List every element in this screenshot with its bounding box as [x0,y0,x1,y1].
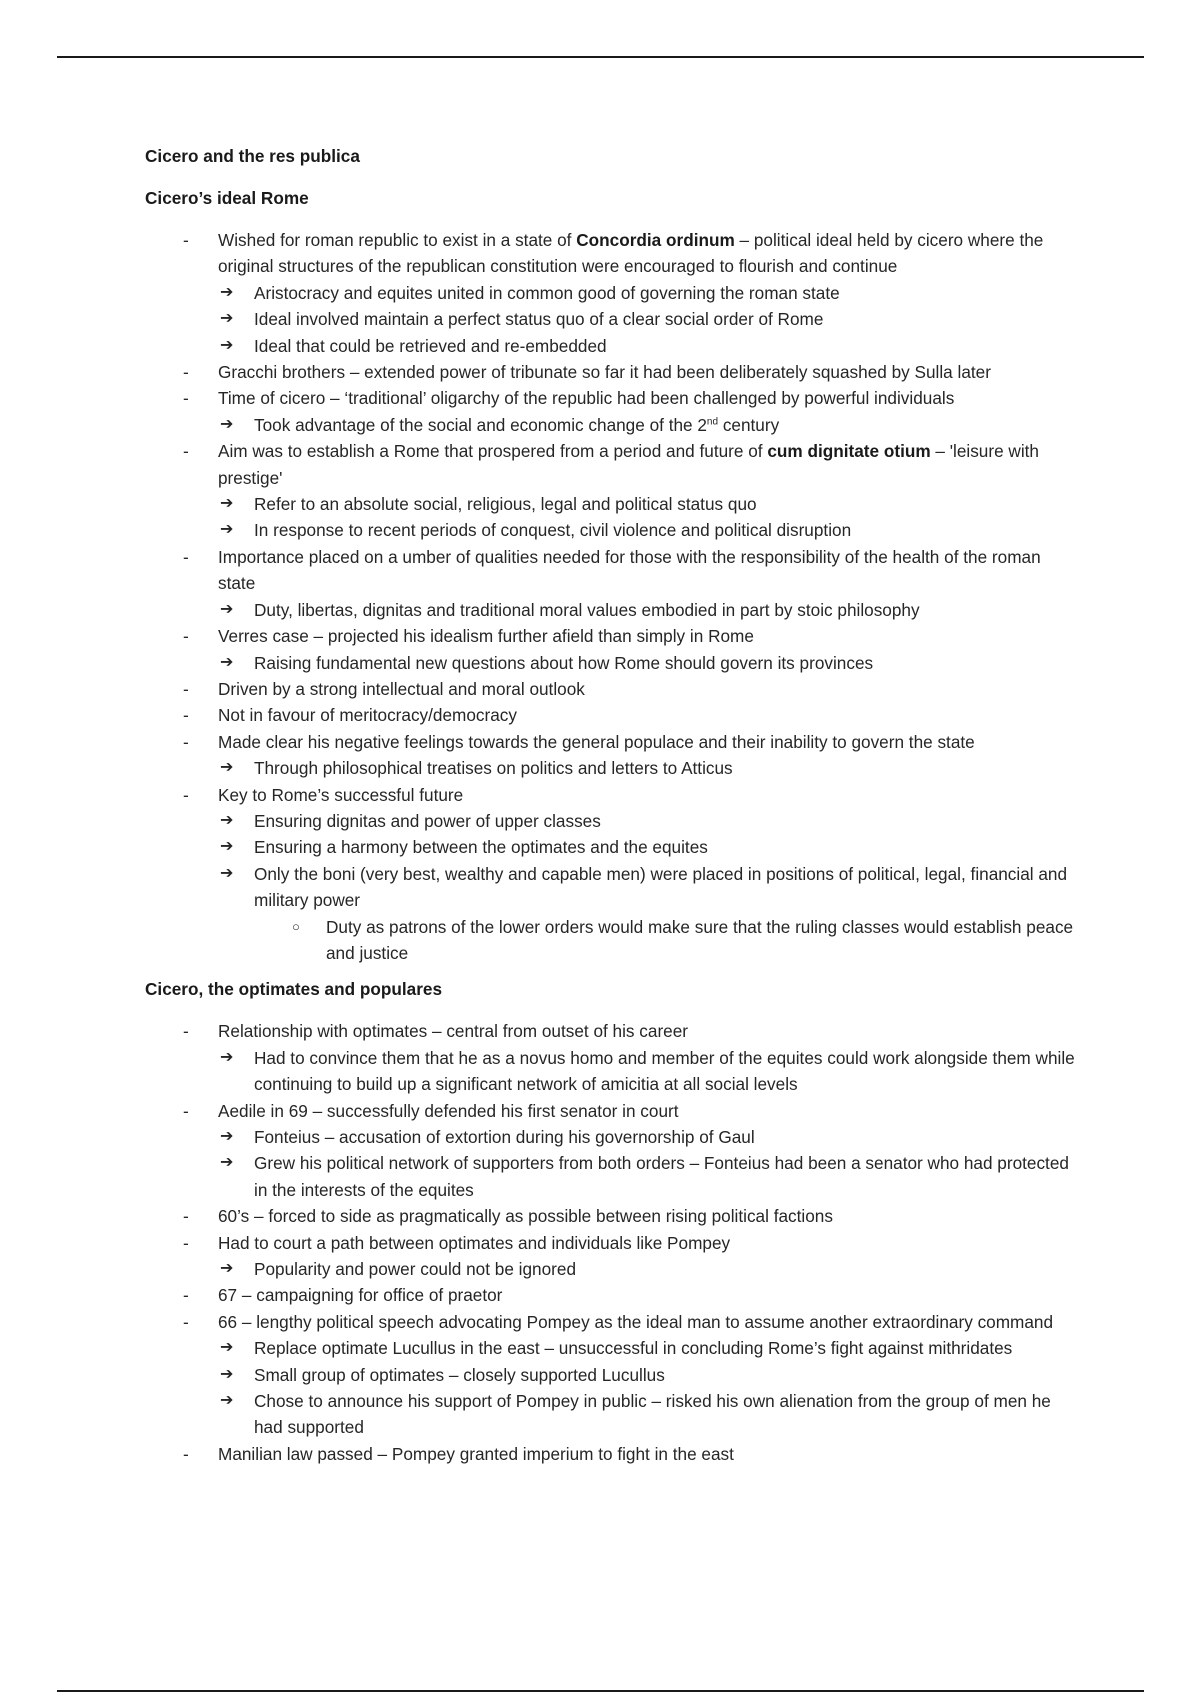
item-text: 60’s – forced to side as pragmatically as possible between rising political factions [218,1206,833,1227]
list-item-level-2 [145,1388,1075,1441]
list-item-level-1 [145,227,1075,280]
arrow-bullet-icon: ➔ [220,1048,234,1066]
bold-term: Concordia ordinum [576,230,735,250]
list-item-level-2 [145,808,1075,834]
item-text: Time of cicero – ‘traditional’ oligarchy of the republic had been challenged by powerful individuals [218,388,955,409]
dash-bullet-icon: - [183,388,189,409]
list-item-level-1 [145,1230,1075,1256]
document-title: Cicero and the res publica [145,146,360,166]
circle-bullet-icon: ○ [292,918,300,934]
list-item-level-1 [145,385,1075,411]
item-text: Aristocracy and equites united in common good of governing the roman state [254,282,840,303]
dash-bullet-icon: - [183,362,189,383]
dash-bullet-icon: - [183,1021,189,1042]
item-text: Took advantage of the social and economic change of the 2 [254,414,707,435]
list-item-level-2 [145,412,1075,438]
list-item-level-1 [145,729,1075,755]
dash-bullet-icon: - [183,1232,189,1253]
list-item-level-2 [145,280,1075,306]
dash-bullet-icon: - [183,731,189,752]
list-item-level-1 [145,1441,1075,1467]
dash-bullet-icon: - [183,1311,189,1332]
list-item-level-2 [145,1045,1075,1098]
arrow-bullet-icon: ➔ [220,653,234,671]
list-item-level-1 [145,438,1075,491]
item-text: Grew his political network of supporters from both orders – Fonteius had been a senator who had protected in the interests of the equites [254,1153,1069,1200]
dash-bullet-icon: - [183,626,189,647]
item-text: Made clear his negative feelings towards the general populace and their inability to govern the state [218,731,975,752]
arrow-bullet-icon: ➔ [220,1339,234,1357]
sections-container [145,185,1075,1467]
list-item-level-2 [145,861,1075,914]
arrow-bullet-icon: ➔ [220,759,234,777]
list-item-level-2 [145,333,1075,359]
arrow-bullet-icon: ➔ [220,1128,234,1145]
arrow-bullet-icon: ➔ [220,415,234,433]
list-item-level-2 [145,491,1075,517]
list-item-level-1 [145,1098,1075,1124]
list-item-level-2 [145,517,1075,543]
list-item-level-2 [145,650,1075,676]
list-item-level-2 [145,755,1075,781]
list-item-level-1 [145,544,1075,597]
item-text: In response to recent periods of conquest, civil violence and political disruption [254,520,852,541]
item-text: – 'leisure with prestige' [218,441,1039,488]
list-item-level-1 [145,623,1075,649]
item-text: – political ideal held by cicero where the original structures of the republican constitution were encouraged to flourish and continue [218,230,1044,277]
footer-rule [57,1690,1144,1692]
list-item-level-1 [145,676,1075,702]
list-item-level-3 [145,914,1075,967]
item-text: Duty as patrons of the lower orders would make sure that the ruling classes would establish peace and justice [326,916,1074,963]
dash-bullet-icon: - [183,546,189,567]
list-item-level-2 [145,1362,1075,1388]
arrow-bullet-icon: ➔ [220,336,234,354]
item-text: Ensuring a harmony between the optimates and the equites [254,837,708,858]
item-text: Manilian law passed – Pompey granted imperium to fight in the east [218,1443,734,1464]
item-text: Key to Rome’s successful future [218,784,464,805]
list-item-level-2 [145,306,1075,332]
arrow-bullet-icon: ➔ [220,495,234,513]
item-text: Had to court a path between optimates and individuals like Pompey [218,1232,731,1253]
list-item-level-1 [145,1203,1075,1229]
item-text: Replace optimate Lucullus in the east – unsuccessful in concluding Rome’s fight against mithridates [254,1338,1013,1359]
item-text: Driven by a strong intellectual and moral outlook [218,678,585,699]
item-text: Chose to announce his support of Pompey in public – risked his own alienation from the group of men he had supported [254,1391,1051,1438]
arrow-bullet-icon: ➔ [220,600,234,618]
arrow-bullet-icon: ➔ [220,838,234,856]
section-heading: Cicero’s ideal Rome [145,188,309,208]
list-item-level-1 [145,1309,1075,1335]
item-text: Not in favour of meritocracy/democracy [218,705,517,726]
item-text: Small group of optimates – closely supported Lucullus [254,1364,665,1385]
arrow-bullet-icon: ➔ [220,1365,234,1383]
list-item-level-1 [145,1282,1075,1308]
item-text: Refer to an absolute social, religious, legal and political status quo [254,494,757,515]
arrow-bullet-icon: ➔ [220,1154,234,1172]
item-text: Raising fundamental new questions about how Rome should govern its provinces [254,652,874,673]
arrow-bullet-icon: ➔ [220,811,234,829]
item-text: Only the boni (very best, wealthy and capable men) were placed in positions of political, legal, financial and military power [254,863,1068,911]
section-heading: Cicero, the optimates and populares [145,979,443,1000]
item-text: Relationship with optimates – central from outset of his career [218,1021,689,1042]
item-text: Verres case – projected his idealism further afield than simply in Rome [218,626,754,647]
list-item-level-2 [145,597,1075,623]
arrow-bullet-icon: ➔ [220,283,234,301]
item-text: Through philosophical treatises on politics and letters to Atticus [254,758,733,779]
list-item-level-2 [145,1124,1075,1150]
dash-bullet-icon: - [183,230,189,250]
dash-bullet-icon: - [183,1100,189,1121]
item-text: Popularity and power could not be ignored [254,1259,577,1280]
arrow-bullet-icon: ➔ [220,1260,234,1278]
dash-bullet-icon: - [183,678,189,699]
list-item-level-1 [145,359,1075,385]
dash-bullet-icon: - [183,705,189,726]
list-item-level-1 [145,782,1075,808]
item-text: nd [706,416,719,428]
list-item-level-2 [145,1335,1075,1361]
arrow-bullet-icon: ➔ [220,521,234,539]
item-text: Aim was to establish a Rome that prospered from a period and future of [218,441,768,462]
item-text: Ideal that could be retrieved and re-embedded [254,335,607,356]
item-text: Ideal involved maintain a perfect status quo of a clear social order of Rome [254,309,824,330]
arrow-bullet-icon: ➔ [220,310,234,328]
dash-bullet-icon: - [183,1285,189,1306]
item-text: century [718,414,780,435]
item-text: 66 – lengthy political speech advocating Pompey as the ideal man to assume another extraordinary command [218,1311,1054,1332]
list-item-level-1 [145,1018,1075,1044]
dash-bullet-icon: - [183,441,189,462]
item-text: Aedile in 69 – successfully defended his first senator in court [218,1100,679,1121]
bullet-list [145,1018,1075,1467]
item-text: Had to convince them that he as a novus homo and member of the equites could work alongside them while continuing to build up a significant network of amicitia at all social levels [254,1047,1075,1095]
item-text: Duty, libertas, dignitas and traditional moral values embodied in part by stoic philosophy [254,599,920,620]
list-item-level-2 [145,1150,1075,1203]
arrow-bullet-icon: ➔ [220,1392,234,1410]
arrow-bullet-icon: ➔ [220,864,234,882]
item-text: Importance placed on a umber of qualities needed for those with the responsibility of the health of the roman state [218,546,1041,594]
document-body [145,143,1075,1467]
item-text: Wished for roman republic to exist in a state of [218,230,577,250]
list-item-level-1 [145,702,1075,728]
item-text: Gracchi brothers – extended power of tribunate so far it had been deliberately squashed by Sulla later [218,362,991,383]
item-text: Ensuring dignitas and power of upper classes [254,810,601,831]
dash-bullet-icon: - [183,1206,189,1227]
dash-bullet-icon: - [183,784,189,805]
list-item-level-2 [145,1256,1075,1282]
header-rule [57,56,1144,58]
bold-term: cum dignitate otium [767,441,931,462]
list-item-level-2 [145,834,1075,860]
item-text: 67 – campaigning for office of praetor [218,1285,503,1306]
bullet-list [145,227,1075,966]
item-text: Fonteius – accusation of extortion during his governorship of Gaul [254,1127,755,1147]
dash-bullet-icon: - [183,1443,189,1464]
